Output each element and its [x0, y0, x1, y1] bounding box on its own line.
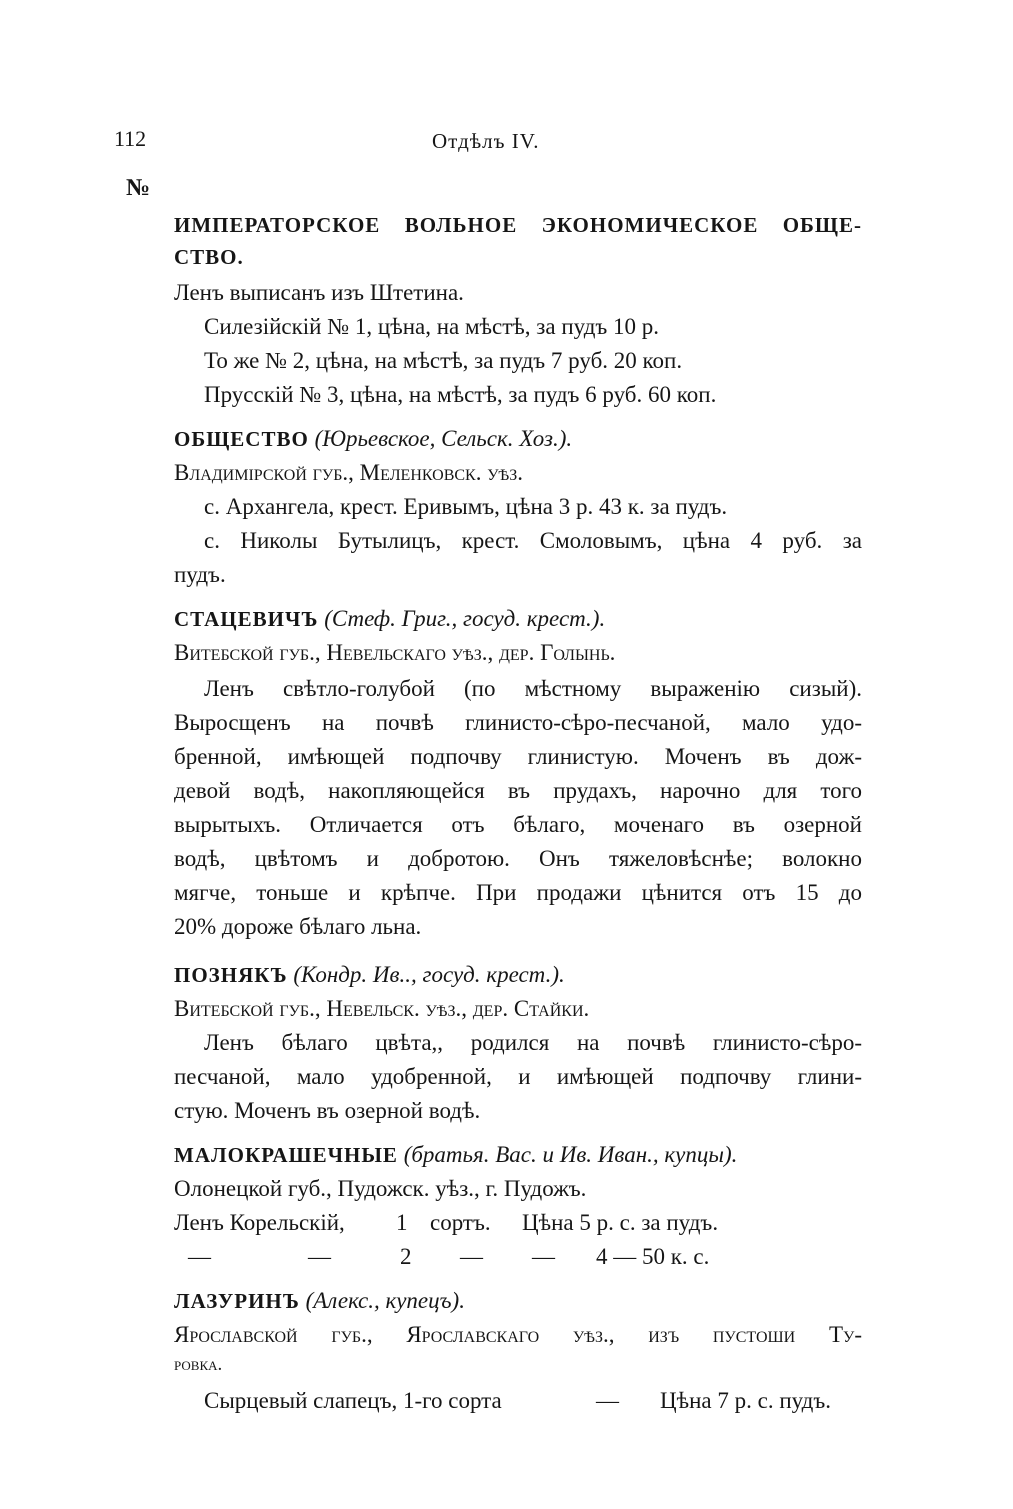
- entry-1-line4: Прусскiй № 3, цѣна, на мѣстѣ, за пудъ 6 руб. 60 коп.: [204, 382, 717, 407]
- entry-3-qualifier: (Стеф. Григ., госуд. крест.).: [324, 606, 606, 631]
- entry-3-location: Витебской губ., Невельскаго уѣз., дер. Голынь.: [174, 640, 616, 665]
- entry-5-row1-price: Цѣна 5 р. с. за пудъ.: [522, 1210, 719, 1235]
- entry-5-location: Олонецкой губ., Пудожск. уѣз., г. Пудожъ.: [174, 1176, 587, 1201]
- entry-5-row2-price: 4 — 50 к. с.: [596, 1244, 710, 1269]
- entry-5-heading: [174, 1138, 862, 1172]
- entry-5-row2-grade: 2: [400, 1244, 412, 1269]
- entry-3-para-line8: 20% дороже бѣлаго льна.: [174, 914, 422, 939]
- entry-4-qualifier: (Кондр. Ив.., госуд. крест.).: [293, 962, 565, 987]
- entry-2-qualifier: (Юрьевское, Сельск. Хоз.).: [314, 426, 573, 451]
- entry-6-location-line1: Ярославской губ., Ярославскаго уѣз., изъ пустоши Ту-: [174, 1322, 862, 1347]
- entry-5-row1-item: Ленъ Корельскiй,: [174, 1210, 345, 1235]
- entry-1-name-line2: СТВО.: [174, 245, 244, 269]
- entry-6-location-line2: ровка.: [174, 1354, 223, 1375]
- entry-5-row1-sort: сортъ.: [430, 1210, 491, 1235]
- entry-4-name: ПОЗНЯКЪ: [174, 963, 288, 987]
- entry-4-para-line2: песчаной, мало удобренной, и имѣющей подпочву глини-: [174, 1064, 862, 1089]
- entry-5-row2: [174, 1240, 862, 1274]
- entry-6-name: ЛАЗУРИНЪ: [174, 1289, 300, 1313]
- entry-1-line1: Ленъ выписанъ изъ Штетина.: [174, 280, 464, 305]
- entry-5-row2-dash4: —: [532, 1244, 555, 1269]
- entry-2-line1: с. Архангела, крест. Еривымъ, цѣна 3 р. 43 к. за пудъ.: [204, 494, 728, 519]
- entry-5-row1: [174, 1206, 862, 1240]
- running-title: Отдѣлъ IV.: [432, 129, 540, 153]
- entry-3-para-line1: Ленъ свѣтло-голубой (по мѣстному выраженiю сизый).: [204, 676, 862, 701]
- page-number: 112: [114, 126, 147, 151]
- entry-5-row2-dash1: —: [188, 1244, 211, 1269]
- entry-5-row2-dash2: —: [308, 1244, 331, 1269]
- entry-5-name: МАЛОКРАШЕЧНЫЕ: [174, 1143, 398, 1167]
- entry-3-para-line6: водѣ, цвѣтомъ и добротою. Онъ тяжеловѣснѣе; волокно: [174, 846, 862, 871]
- entry-1-name-line1: ИМПЕРАТОРСКОЕ ВОЛЬНОЕ ЭКОНОМИЧЕСКОЕ ОБЩЕ-: [174, 213, 862, 237]
- entry-6-row-price: Цѣна 7 р. с. пудъ.: [660, 1388, 832, 1413]
- number-sign: №: [126, 175, 151, 201]
- entry-6-row-item: Сырцевый слапецъ, 1-го сорта: [204, 1388, 502, 1413]
- entry-3-para-line5: вырытыхъ. Отличается отъ бѣлаго, моченаго въ озерной: [174, 812, 862, 837]
- entry-4-para-line3: стую. Моченъ въ озерной водѣ.: [174, 1098, 481, 1123]
- entry-1-line2: Силезiйскiй № 1, цѣна, на мѣстѣ, за пудъ 10 р.: [204, 314, 660, 339]
- entry-4-para-line1: Ленъ бѣлаго цвѣта,, родился на почвѣ глинисто-сѣро-: [204, 1030, 862, 1055]
- entry-2-location: Владимiрской губ., Меленковск. уѣз.: [174, 460, 524, 485]
- entry-3-para-line3: бренной, имѣющей подпочву глинистую. Моченъ въ дож-: [174, 744, 862, 769]
- entry-2-heading: [174, 422, 862, 456]
- entry-3-name: СТАЦЕВИЧЪ: [174, 607, 319, 631]
- entry-6-row: [204, 1384, 862, 1418]
- entry-3-para-line2: Выросщенъ на почвѣ глинисто-сѣро-песчаной, мало удо-: [174, 710, 862, 735]
- entry-2-line3: пудъ.: [174, 562, 226, 587]
- entry-5-row2-dash3: —: [460, 1244, 483, 1269]
- entry-4-location: Витебской губ., Невельск. уѣз., дер. Стайки.: [174, 996, 590, 1021]
- entry-2-name: ОБЩЕСТВО: [174, 427, 309, 451]
- entry-6-row-dash: —: [596, 1388, 619, 1413]
- entry-3-heading: [174, 602, 862, 636]
- entry-3-para-line7: мягче, тоньше и крѣпче. При продажи цѣнится отъ 15 до: [174, 880, 862, 905]
- entry-4-heading: [174, 958, 862, 992]
- entry-5-qualifier: (братья. Вас. и Ив. Иван., купцы).: [403, 1142, 738, 1167]
- entry-2-line2: с. Николы Бутылицъ, крест. Смоловымъ, цѣна 4 руб. за: [204, 528, 862, 553]
- entry-1-line3: То же № 2, цѣна, на мѣстѣ, за пудъ 7 руб. 20 коп.: [204, 348, 683, 373]
- entry-3-para-line4: девой водѣ, накопляющейся въ прудахъ, нарочно для того: [174, 778, 862, 803]
- entry-6-qualifier: (Алекс., купецъ).: [305, 1288, 465, 1313]
- entry-6-heading: [174, 1284, 862, 1318]
- entry-5-row1-grade: 1: [396, 1210, 408, 1235]
